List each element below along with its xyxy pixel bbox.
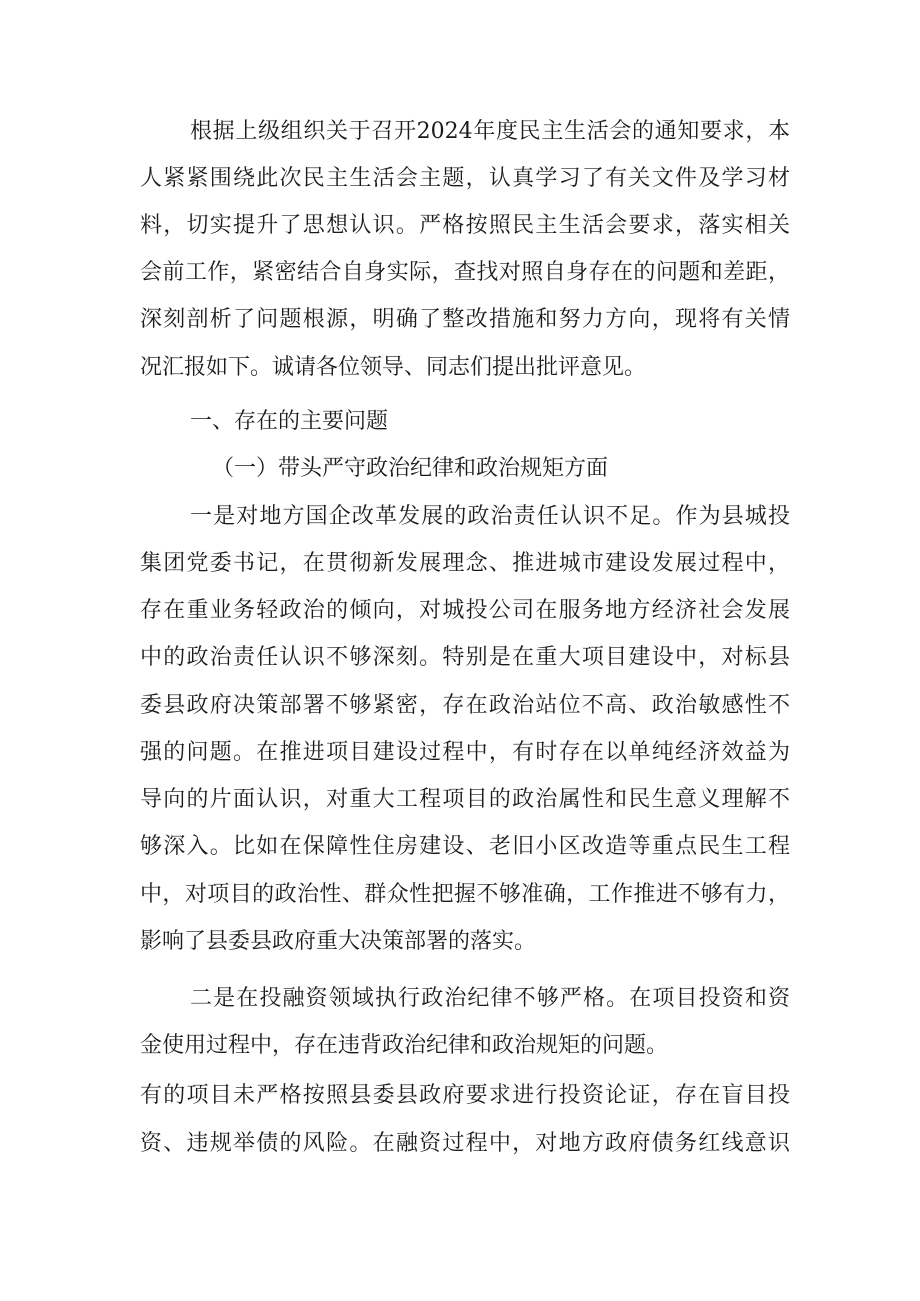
intro-line-1: 根据上级组织关于召开2024年度民主生活会的通知要求，本 (190, 119, 790, 144)
point1-line-8: 够深入。比如在保障性住房建设、老旧小区改造等重点民生工程 (140, 834, 790, 859)
subsection-heading: （一）带头严守政治纪律和政治规矩方面 (212, 456, 609, 481)
point1-line-4: 中的政治责任认识不够深刻。特别是在重大项目建设中，对标县 (140, 645, 790, 670)
intro-line-3: 料，切实提升了思想认识。严格按照民主生活会要求，落实相关 (140, 213, 790, 238)
point1-line-7: 导向的片面认识，对重大工程项目的政治属性和民生意义理解不 (140, 787, 790, 812)
section-heading: 一、存在的主要问题 (190, 409, 389, 434)
point1-line-1: 一是对地方国企改革发展的政治责任认识不足。作为县城投 (190, 504, 790, 529)
intro-line-2: 人紧紧围绕此次民主生活会主题，认真学习了有关文件及学习材 (140, 166, 790, 191)
point1-line-3: 存在重业务轻政治的倾向，对城投公司在服务地方经济社会发展 (140, 598, 790, 623)
intro-line-5: 深刻剖析了问题根源，明确了整改措施和努力方向，现将有关情 (140, 307, 790, 332)
point1-line-6: 强的问题。在推进项目建设过程中，有时存在以单纯经济效益为 (140, 740, 790, 765)
point2-line-2: 金使用过程中，存在违背政治纪律和政治规矩的问题。 (140, 1033, 669, 1058)
point1-line-9: 中，对项目的政治性、群众性把握不够准确，工作推进不够有力， (140, 882, 790, 907)
point1-line-2: 集团党委书记，在贯彻新发展理念、推进城市建设发展过程中， (140, 551, 790, 576)
point1-line-10: 影响了县委县政府重大决策部署的落实。 (140, 929, 537, 954)
point2-line-3: 有的项目未严格按照县委县政府要求进行投资论证，存在盲目投 (140, 1083, 790, 1108)
point2-line-4: 资、违规举债的风险。在融资过程中，对地方政府债务红线意识 (140, 1131, 790, 1156)
intro-line-4: 会前工作，紧密结合自身实际，查找对照自身存在的问题和差距， (140, 260, 790, 285)
point1-line-5: 委县政府决策部署不够紧密，存在政治站位不高、政治敏感性不 (140, 693, 790, 718)
intro-line-6: 况汇报如下。诚请各位领导、同志们提出批评意见。 (140, 355, 647, 380)
point2-line-1: 二是在投融资领域执行政治纪律不够严格。在项目投资和资 (190, 986, 790, 1011)
